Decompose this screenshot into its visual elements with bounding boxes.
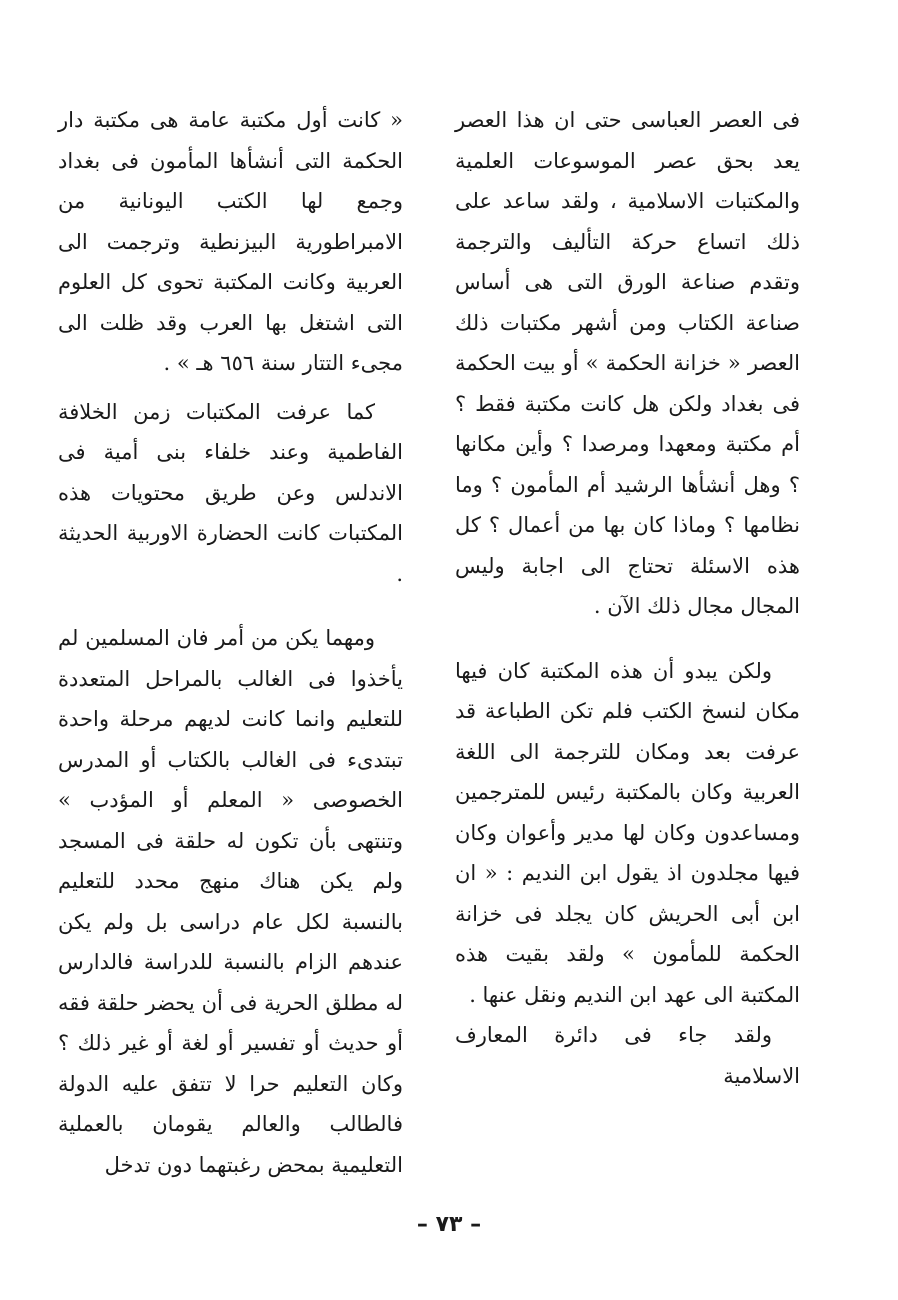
left-paragraph-2: كما عرفت المكتبات زمن الخلافة الفاطمية وعند خلفاء بنى أمية فى الاندلس وعن طريق محتويات هذه المكتبات كانت الحضارة الاوربية الحديثة . [58,399,403,586]
page-number: – ٧٣ – [416,1212,482,1237]
left-paragraph-1: « كانت أول مكتبة عامة هى مكتبة دار الحكمة التى أنشأها المأمون فى بغداد وجمع لها الكتب اليونانية من الامبراطورية البيزنطية وترجمت الى العربية وكانت المكتبة تحوى كل العلوم التى اشتغل بها العرب وقد ظلت الى مجىء التتار سنة ٦٥٦ هـ » . [58,108,403,375]
right-paragraph-3: ولقد جاء فى دائرة المعارف الاسلامية [455,1023,800,1088]
left-column [58,100,403,1185]
right-paragraph-1: فى العصر العباسى حتى ان هذا العصر يعد بحق عصر الموسوعات العلمية والمكتبات الاسلامية ، ولقد ساعد على ذلك اتساع حركة التأليف والترجمة وتقدم صناعة الورق التى هى أساس صناعة الكتاب ومن أشهر مكتبات ذلك العصر « خزانة الحكمة » أو بيت الحكمة فى بغداد ولكن هل كانت مكتبة فقط ؟ أم مكتبة ومعهدا ومرصدا ؟ وأين مكانها ؟ وهل أنشأها الرشيد أم المأمون ؟ وما نظامها ؟ وماذا كان بها من أعمال ؟ كل هذه الاسئلة تحتاج الى اجابة وليس المجال مجال ذلك الآن . [455,108,800,618]
right-column [455,100,800,1096]
left-paragraph-3: ومهما يكن من أمر فان المسلمين لم يأخذوا فى الغالب بالمراحل المتعددة للتعليم وانما كانت لديهم مرحلة واحدة تبتدىء فى الغالب بالكتاب أو المدرس الخصوصى « المعلم أو المؤدب » وتنتهى بأن تكون له حلقة فى المسجد ولم يكن هناك منهج محدد للتعليم بالنسبة لكل عام دراسى بل ولم يكن عندهم الزام بالنسبة للدراسة فالدارس له مطلق الحرية فى أن يحضر حلقة فقه أو حديث أو تفسير أو لغة أو غير ذلك ؟ وكان التعليم حرا لا تتفق عليه الدولة فالطالب والعالم يقومان بالعملية التعليمية بمحض رغبتهما دون تدخل [58,626,403,1177]
right-paragraph-2: ولكن يبدو أن هذه المكتبة كان فيها مكان لنسخ الكتب فلم تكن الطباعة قد عرفت بعد ومكان للترجمة الى اللغة العربية وكان بالمكتبة رئيس للمترجمين ومساعدون وكان لها مدير وأعوان وكان فيها مجلدون اذ يقول ابن النديم : « ان ابن أبى الحريش كان يجلد فى خزانة الحكمة للمأمون » ولقد بقيت هذه المكتبة الى عهد ابن النديم ونقل عنها . [455,658,800,1007]
